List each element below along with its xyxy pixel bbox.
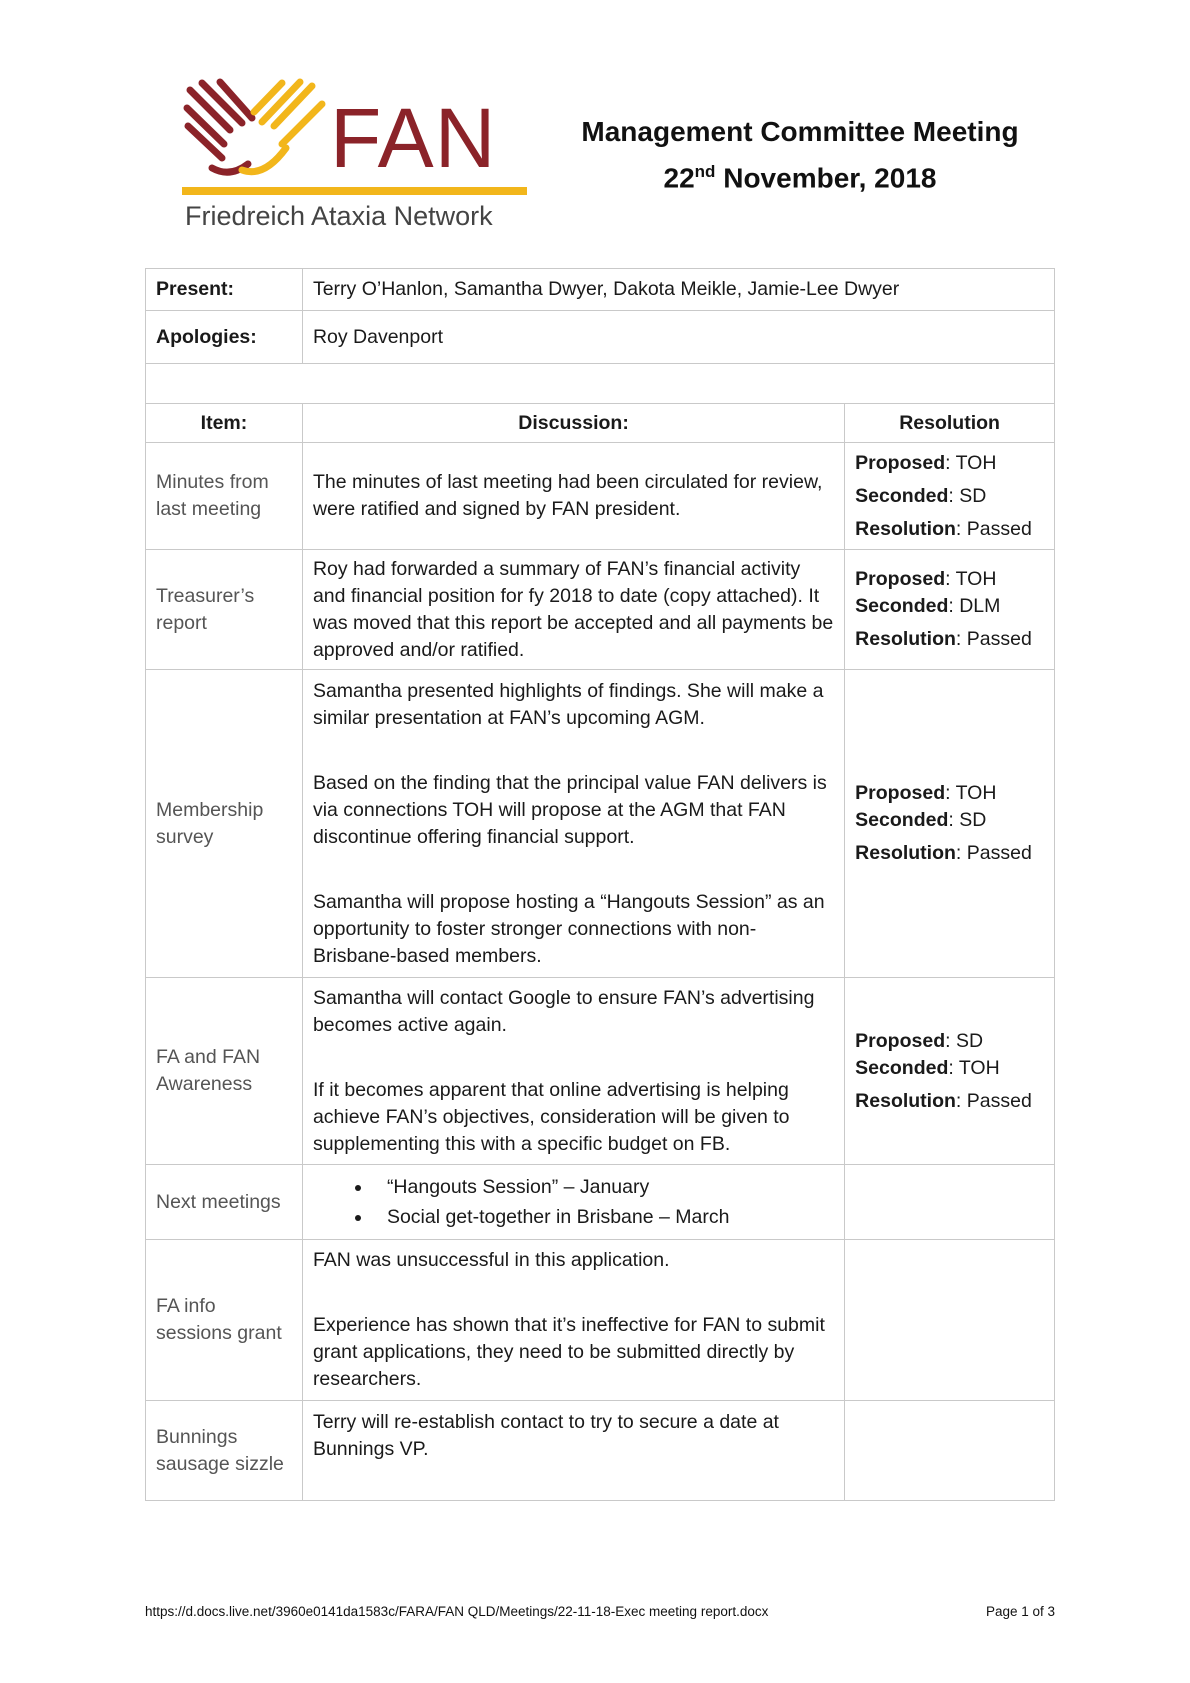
present-label: Present: bbox=[146, 269, 303, 311]
item-cell: Next meetings bbox=[146, 1165, 303, 1240]
title-line-2: 22nd November, 2018 bbox=[663, 162, 937, 194]
item-cell: FA and FAN Awareness bbox=[146, 978, 303, 1165]
apologies-row bbox=[146, 311, 1055, 364]
logo-subtitle: Friedreich Ataxia Network bbox=[185, 201, 493, 231]
item-cell: Bunnings sausage sizzle bbox=[146, 1401, 303, 1501]
spacer-row bbox=[146, 364, 1055, 404]
table-row bbox=[146, 1165, 1055, 1240]
resolution-cell: Proposed: TOH Seconded: DLM Resolution: Passed bbox=[845, 550, 1055, 670]
resolution-cell bbox=[845, 1240, 1055, 1401]
list-item: • Social get-together in Brisbane – March bbox=[373, 1204, 834, 1231]
apologies-value: Roy Davenport bbox=[302, 311, 1054, 364]
title-line-1: Management Committee Meeting bbox=[581, 116, 1019, 147]
item-cell: Minutes from last meeting bbox=[146, 443, 303, 550]
discussion-cell: FAN was unsuccessful in this application. Experience has shown that it’s ineffective for FAN to submit grant applications, they need to be submitted directly by researchers. bbox=[302, 1240, 844, 1401]
item-cell: Membership survey bbox=[146, 670, 303, 978]
logo-wordmark: FAN bbox=[330, 91, 497, 185]
header-resolution: Resolution bbox=[845, 404, 1055, 443]
minutes-table bbox=[145, 268, 1055, 1501]
item-cell: Treasurer’s report bbox=[146, 550, 303, 670]
document-title bbox=[565, 112, 1035, 198]
table-row bbox=[146, 443, 1055, 550]
discussion-cell: The minutes of last meeting had been circulated for review, were ratified and signed by FAN president. bbox=[302, 443, 844, 550]
page-number: Page 1 of 3 bbox=[985, 1604, 1055, 1619]
discussion-cell: Samantha will contact Google to ensure FAN’s advertising becomes active again. If it becomes apparent that online advertising is helping achieve FAN’s objectives, consideration will be given to supplementing this with a specific budget on FB. bbox=[302, 978, 844, 1165]
resolution-cell: Proposed: SD Seconded: TOH Resolution: Passed bbox=[845, 978, 1055, 1165]
resolution-cell bbox=[845, 1401, 1055, 1501]
apologies-label: Apologies: bbox=[146, 311, 303, 364]
header-item: Item: bbox=[146, 404, 303, 443]
footer-url: https://d.docs.live.net/3960e0141da1583c/FARA/FAN QLD/Meetings/22-11-18-Exec meeting report.docx bbox=[145, 1604, 769, 1619]
resolution-cell: Proposed: TOH Seconded: SD Resolution: Passed bbox=[845, 443, 1055, 550]
hands-icon bbox=[182, 78, 332, 183]
header-discussion: Discussion: bbox=[302, 404, 844, 443]
resolution-cell bbox=[845, 1165, 1055, 1240]
resolution-cell: Proposed: TOH Seconded: SD Resolution: Passed bbox=[845, 670, 1055, 978]
item-cell: FA info sessions grant bbox=[146, 1240, 303, 1401]
present-row bbox=[146, 269, 1055, 311]
list-item: • “Hangouts Session” – January bbox=[373, 1174, 834, 1201]
discussion-cell: Roy had forwarded a summary of FAN’s financial activity and financial position for fy 2018 to date (copy attached). It was moved that this report be accepted and all payments be approved and/or ratified. bbox=[302, 550, 844, 670]
table-row bbox=[146, 670, 1055, 978]
discussion-cell: Samantha presented highlights of findings. She will make a similar presentation at FAN’s upcoming AGM. Based on the finding that the principal value FAN delivers is via connections TOH will propose at the AGM that FAN discontinue offering financial support. Samantha will propose hosting a “Hangouts Session” as an opportunity to foster stronger connections with non-Brisbane-based members. bbox=[302, 670, 844, 978]
logo-underline bbox=[182, 187, 527, 195]
table-row bbox=[146, 978, 1055, 1165]
table-row bbox=[146, 1240, 1055, 1401]
table-row bbox=[146, 1401, 1055, 1501]
header-row bbox=[146, 404, 1055, 443]
fan-logo bbox=[180, 78, 530, 238]
present-value: Terry O’Hanlon, Samantha Dwyer, Dakota Meikle, Jamie-Lee Dwyer bbox=[302, 269, 1054, 311]
discussion-cell: Terry will re-establish contact to try to secure a date at Bunnings VP. bbox=[302, 1401, 844, 1501]
discussion-cell bbox=[302, 1165, 844, 1240]
table-row bbox=[146, 550, 1055, 670]
